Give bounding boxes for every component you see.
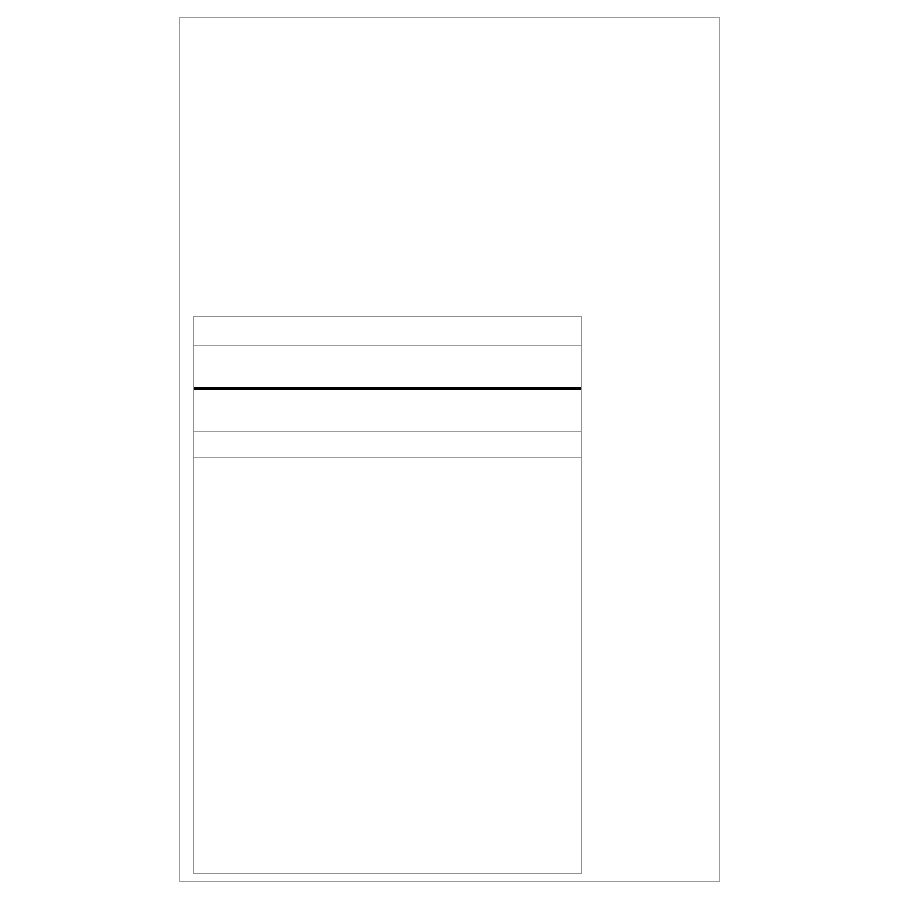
- daily-value-header-row: [194, 432, 581, 458]
- servings-block: [194, 346, 581, 390]
- nutrition-title-row: [194, 317, 581, 346]
- calories-block: [194, 390, 581, 432]
- nutrition-facts-panel: [193, 316, 582, 874]
- barcode: [603, 660, 713, 845]
